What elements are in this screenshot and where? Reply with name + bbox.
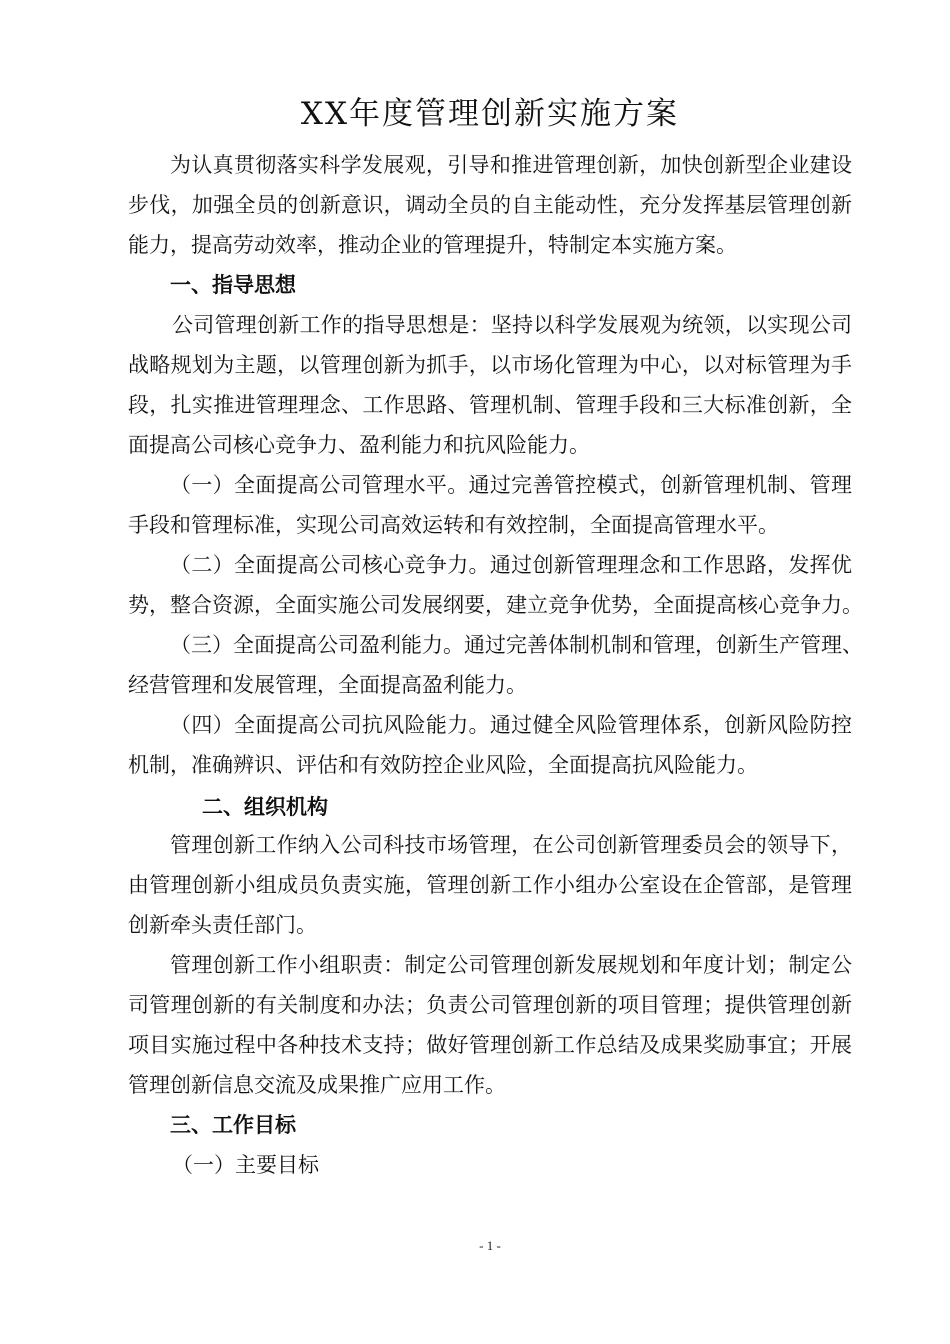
intro-line-3: 能力，提高劳动效率，推动企业的管理提升，特制定本实施方案。 xyxy=(128,233,737,257)
page-number: - 1 - xyxy=(479,1238,501,1253)
section2-para2-line-2: 司管理创新的有关制度和办法；负责公司管理创新的项目管理；提供管理创新 xyxy=(128,993,852,1017)
section2-para2-line-1: 管理创新工作小组职责：制定公司管理创新发展规划和年度计划；制定公 xyxy=(170,953,852,977)
section1-para-line-3: 段，扎实推进管理理念、工作思路、管理机制、管理手段和三大标准创新，全 xyxy=(128,393,852,417)
document-title: XX年度管理创新实施方案 xyxy=(300,96,680,132)
item4-line-2: 机制，准确辨识、评估和有效防控企业风险，全面提高抗风险能力。 xyxy=(128,753,758,777)
item3-line-2: 经营管理和发展管理，全面提高盈利能力。 xyxy=(128,673,527,697)
section1-para-line-2: 战略规划为主题，以管理创新为抓手，以市场化管理为中心，以对标管理为手 xyxy=(128,353,852,377)
section2-para2-line-3: 项目实施过程中各种技术支持；做好管理创新工作总结及成果奖励事宜；开展 xyxy=(128,1033,852,1057)
intro-line-1: 为认真贯彻落实科学发展观，引导和推进管理创新，加快创新型企业建设 xyxy=(170,153,852,177)
section2-para1-line-1: 管理创新工作纳入公司科技市场管理，在公司创新管理委员会的领导下， xyxy=(170,833,852,857)
subsection-main-goals: （一）主要目标 xyxy=(172,1153,319,1177)
section1-para-line-4: 面提高公司核心竞争力、盈利能力和抗风险能力。 xyxy=(128,433,590,457)
section-heading-work-goals: 三、工作目标 xyxy=(170,1113,296,1137)
section2-para2-line-4: 管理创新信息交流及成果推广应用工作。 xyxy=(128,1073,506,1097)
intro-line-2: 步伐，加强全员的创新意识，调动全员的自主能动性，充分发挥基层管理创新 xyxy=(128,193,852,217)
section-heading-guiding-ideology: 一、指导思想 xyxy=(170,273,296,297)
item4-line-1: （四）全面提高公司抗风险能力。通过健全风险管理体系，创新风险防控 xyxy=(170,713,852,737)
item2-line-1: （二）全面提高公司核心竞争力。通过创新管理理念和工作思路，发挥优 xyxy=(170,553,852,577)
item1-line-2: 手段和管理标准，实现公司高效运转和有效控制，全面提高管理水平。 xyxy=(128,513,779,537)
item1-line-1: （一）全面提高公司管理水平。通过完善管控模式，创新管理机制、管理 xyxy=(170,473,852,497)
section2-para1-line-2: 由管理创新小组成员负责实施，管理创新工作小组办公室设在企管部，是管理 xyxy=(128,873,852,897)
section-heading-organization: 二、组织机构 xyxy=(202,795,328,819)
section1-para-line-1: 公司管理创新工作的指导思想是：坚持以科学发展观为统领，以实现公司 xyxy=(172,313,852,337)
item3-line-1: （三）全面提高公司盈利能力。通过完善体制机制和管理，创新生产管理、 xyxy=(170,633,863,657)
section2-para1-line-3: 创新牵头责任部门。 xyxy=(128,913,317,937)
item2-line-2: 势，整合资源，全面实施公司发展纲要，建立竞争优势，全面提高核心竞争力。 xyxy=(128,593,863,617)
